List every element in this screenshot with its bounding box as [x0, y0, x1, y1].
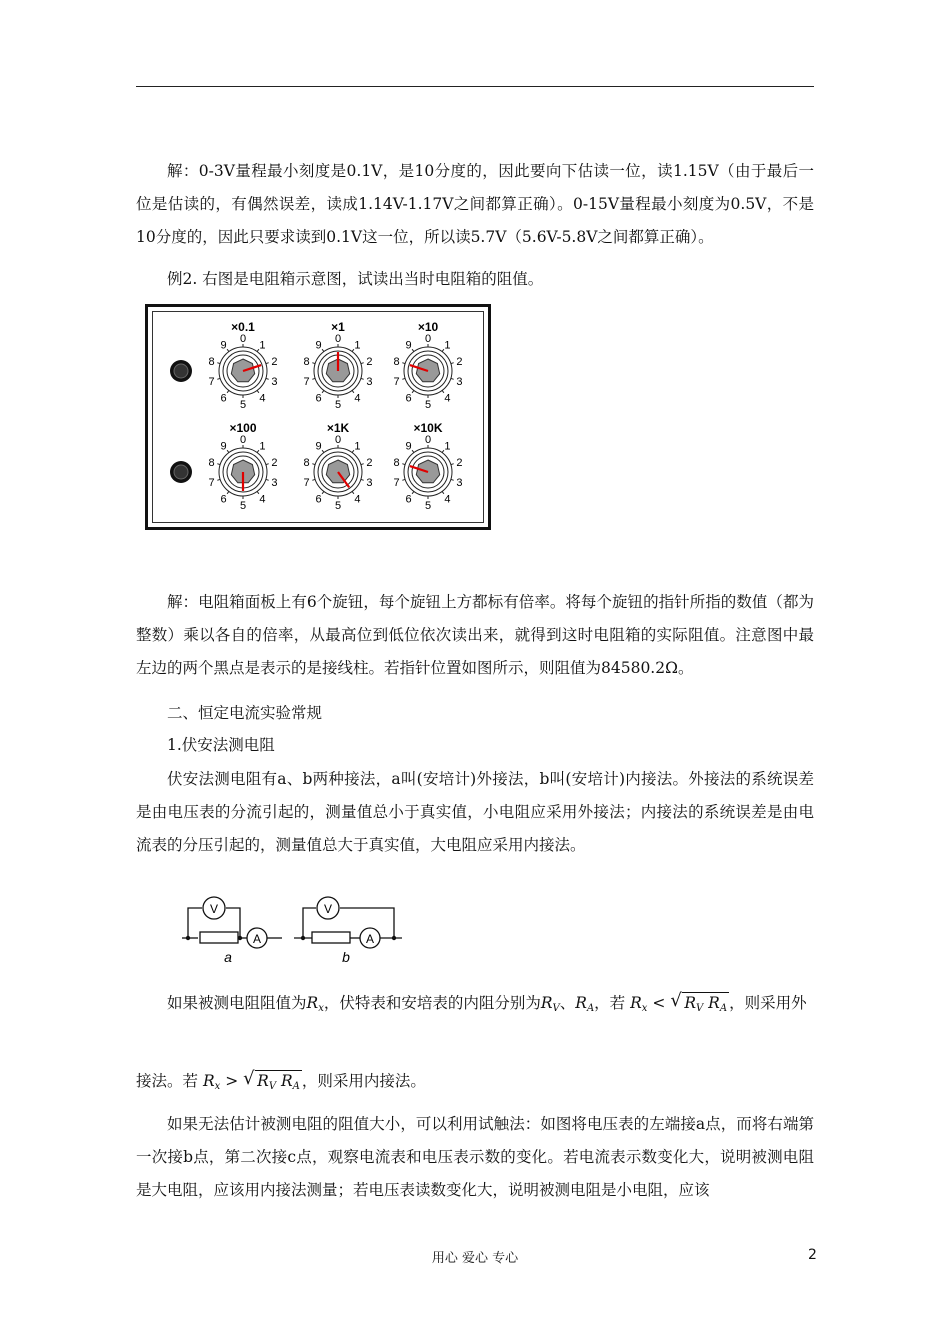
paragraph-solution-2: 解：电阻箱面板上有6个旋钮，每个旋钮上方都标有倍率。将每个旋钮的指针所指的数值（都为整数）乘以各自的倍率，从最高位到低位依次读出来，就得到这时电阻箱的实际阻值。注意图中最左边的两个黑点是表示的是接线柱。若指针位置如图所示，则阻值为84580.2Ω。: [136, 593, 814, 677]
knob-digit: 5: [334, 500, 342, 512]
knob-digit: 9: [405, 339, 412, 352]
knob-1: [209, 320, 278, 411]
knob-multiplier-label: ×100: [229, 421, 257, 435]
knob-multiplier-label: ×1K: [326, 421, 350, 435]
circuit-diagrams: [182, 894, 412, 974]
resistor-box-svg: [148, 307, 488, 527]
knob-digit: 4: [354, 392, 361, 405]
knob-digit: 5: [424, 399, 432, 411]
knob-digit: 3: [271, 376, 278, 389]
resistor-b: [312, 932, 350, 943]
condition-line-1: 如果被测电阻阻值为$R_x$，伏特表和安培表的内阻分别为$R_V$、$R_A$，若 $R_x$ < √ $R_V$ $R_A$ ，则采用外: [167, 990, 807, 1022]
knob-digit: 7: [208, 376, 215, 389]
knob-multiplier-label: ×1: [331, 320, 345, 334]
knob-digit: 0: [424, 333, 432, 345]
knob-digit: 9: [405, 440, 412, 453]
circuit-b-label: b: [342, 949, 350, 965]
knob-2: [304, 320, 373, 411]
sqrt-RV-RA: √ $R_V$ $R_A$: [670, 990, 729, 1019]
knob-digit: 8: [393, 456, 400, 469]
knob-digit: 4: [444, 392, 451, 405]
knob-digit: 0: [334, 434, 342, 446]
knob-digit: 9: [220, 339, 227, 352]
knob-6: [394, 421, 463, 512]
circuit-a: [182, 897, 282, 965]
resistor-box-diagram: [145, 304, 491, 530]
knob-digit: 8: [303, 355, 310, 368]
knob-digit: 5: [239, 399, 247, 411]
example-2-prompt: 例2. 右图是电阻箱示意图，试读出当时电阻箱的阻值。: [167, 270, 544, 288]
knob-digit: 0: [424, 434, 432, 446]
header-rule: [136, 86, 814, 87]
sqrt-RV-RA-2: √ $R_V$ $R_A$: [243, 1068, 302, 1097]
voltammetry-text: 伏安法测电阻有a、b两种接法，a叫(安培计)外接法，b叫(安培计)内接法。外接法的系统误差是由电压表的分流引起的，测量值总小于真实值，小电阻应采用外接法；内接法的系统误差是由电流表的分压引起的，测量值总大于真实值，大电阻应采用内接法。: [136, 770, 814, 854]
knob-digit: 1: [259, 440, 266, 453]
ammeter-b-label: A: [365, 932, 375, 946]
condition-line-2: 接法。若 $R_x$ > √ $R_V$ $R_A$ ，则采用内接法。: [136, 1068, 426, 1100]
knob-digit: 1: [259, 339, 266, 352]
knob-digit: 9: [315, 339, 322, 352]
knob-digit: 8: [393, 355, 400, 368]
knob-digit: 7: [303, 376, 310, 389]
knob-digit: 1: [444, 339, 451, 352]
knob-digit: 4: [259, 392, 266, 405]
knob-digit: 3: [456, 477, 463, 490]
knob-digit: 3: [456, 376, 463, 389]
knob-digit: 7: [208, 477, 215, 490]
knob-digit: 6: [220, 493, 227, 506]
formula-Rx-2: $R_x$: [202, 1072, 221, 1092]
knob-digit: 7: [393, 477, 400, 490]
knob-digit: 6: [405, 392, 412, 405]
formula-Rx: $R_x$: [630, 994, 648, 1014]
ammeter-a-label: A: [252, 932, 262, 946]
knob-multiplier-label: ×10K: [413, 421, 443, 435]
knob-digit: 0: [334, 333, 342, 345]
knob-digit: 3: [271, 477, 278, 490]
knob-multiplier-label: ×0.1: [231, 320, 255, 334]
knob-digit: 0: [239, 434, 247, 446]
knob-digit: 6: [315, 493, 322, 506]
knob-digit: 7: [303, 477, 310, 490]
knob-digit: 0: [239, 333, 247, 345]
paragraph-solution-1: 解：0-3V量程最小刻度是0.1V，是10分度的，因此要向下估读一位，读1.15V（由于最后一位是估读的，有偶然误差，读成1.14V-1.17V之间都算正确）。0-15V量程最小刻度为0.5V，不是10分度的，因此只要求读到0.1V这一位，所以读5.7V（5.6V-5.8V之间都算正确）。: [136, 162, 814, 246]
knob-multiplier-label: ×10: [417, 320, 439, 334]
knob-digit: 2: [456, 456, 463, 469]
knob-digit: 5: [239, 500, 247, 512]
knob-3: [394, 320, 463, 411]
knob-digit: 2: [271, 456, 278, 469]
knob-digit: 9: [315, 440, 322, 453]
knob-digit: 2: [456, 355, 463, 368]
knob-digit: 2: [366, 355, 373, 368]
paragraph-voltammetry: [136, 763, 814, 862]
knob-digit: 1: [354, 440, 361, 453]
knob-digit: 6: [220, 392, 227, 405]
knob-digit: 6: [315, 392, 322, 405]
knob-digit: 8: [303, 456, 310, 469]
resistor-a: [200, 932, 238, 943]
knob-digit: 9: [220, 440, 227, 453]
knob-digit: 4: [444, 493, 451, 506]
knob-4: [209, 421, 278, 512]
knob-5: [304, 421, 373, 512]
knob-digit: 3: [366, 477, 373, 490]
knob-digit: 5: [424, 500, 432, 512]
knob-digit: 5: [334, 399, 342, 411]
knob-digit: 3: [366, 376, 373, 389]
knob-digit: 6: [405, 493, 412, 506]
knob-digit: 4: [354, 493, 361, 506]
page-footer: 用心 爱心 专心: [431, 1251, 519, 1266]
knob-digit: 1: [444, 440, 451, 453]
knob-digit: 7: [393, 376, 400, 389]
voltmeter-b-label: V: [323, 902, 333, 916]
subsection-heading: 1.伏安法测电阻: [167, 736, 275, 754]
circuit-a-label: a: [224, 949, 232, 965]
knob-digit: 1: [354, 339, 361, 352]
section-heading: 二、恒定电流实验常规: [167, 704, 323, 722]
circuit-b: [294, 897, 402, 965]
voltmeter-a-label: V: [209, 902, 219, 916]
knob-digit: 2: [271, 355, 278, 368]
knob-digit: 8: [208, 355, 215, 368]
knob-digit: 4: [259, 493, 266, 506]
paragraph-trial-touch: 如果无法估计被测电阻的阻值大小，可以利用试触法：如图将电压表的左端接a点，而将右端第一次接b点，第二次接c点，观察电流表和电压表示数的变化。若电流表示数变化大，说明被测电阻是大电阻，应该用内接法测量；若电压表读数变化大，说明被测电阻是小电阻，应该: [136, 1115, 814, 1199]
knob-digit: 2: [366, 456, 373, 469]
page-number: 2: [808, 1247, 817, 1263]
knob-digit: 8: [208, 456, 215, 469]
